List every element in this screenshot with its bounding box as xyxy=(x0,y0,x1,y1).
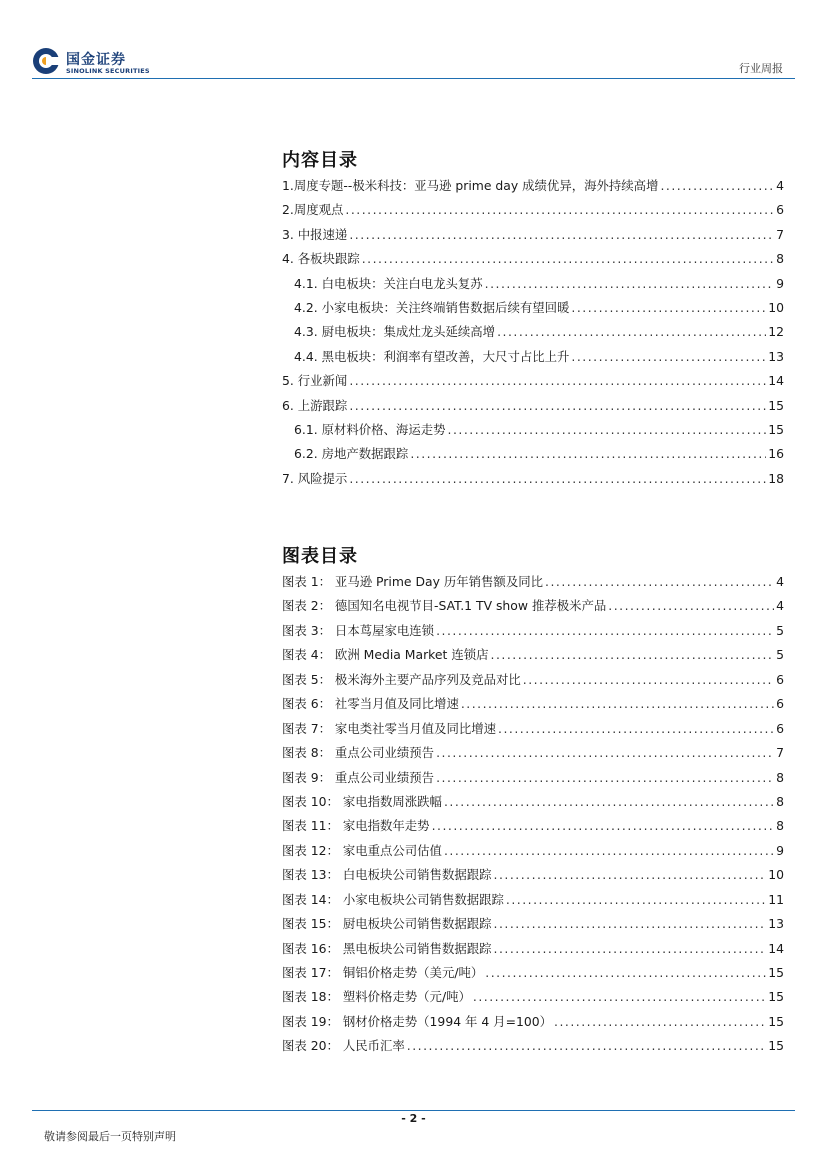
logo-text-cn: 国金证券 xyxy=(66,52,126,68)
toc-entry[interactable] xyxy=(282,396,784,420)
toc-leader-dots xyxy=(545,574,774,589)
toc-leader-dots xyxy=(345,202,774,217)
toc-leader-dots xyxy=(494,867,767,882)
toc-entry-label: 图表 9： 重点公司业绩预告 xyxy=(282,769,435,785)
toc-leader-dots xyxy=(444,843,774,858)
toc-entry-page: 15 xyxy=(768,989,784,1005)
toc-entry[interactable] xyxy=(282,816,784,840)
toc-entry[interactable] xyxy=(282,225,784,249)
toc-entry-page: 7 xyxy=(776,745,784,761)
toc-entry-label: 3. 中报速递 xyxy=(282,226,348,242)
toc-leader-dots xyxy=(523,672,774,687)
toc-entry-label: 图表 4： 欧洲 Media Market 连锁店 xyxy=(282,647,489,663)
contents-title: 内容目录 xyxy=(282,150,358,171)
toc-entry-label: 图表 15： 厨电板块公司销售数据跟踪 xyxy=(282,916,492,932)
toc-entry-label: 4.1. 白电板块：关注白电龙头复苏 xyxy=(294,275,483,291)
toc-entry[interactable] xyxy=(282,987,784,1011)
toc-entry-label: 图表 7： 家电类社零当月值及同比增速 xyxy=(282,720,497,736)
toc-entry-page: 4 xyxy=(776,598,784,614)
toc-entry-label: 图表 20： 人民币汇率 xyxy=(282,1038,405,1054)
toc-entry[interactable] xyxy=(282,371,784,395)
toc-entry[interactable] xyxy=(282,274,784,298)
toc-entry-label: 图表 11： 家电指数年走势 xyxy=(282,818,430,834)
toc-entry-page: 13 xyxy=(768,916,784,932)
toc-leader-dots xyxy=(485,965,766,980)
toc-entry-label: 图表 17： 铜铝价格走势（美元/吨） xyxy=(282,965,484,980)
toc-entry[interactable] xyxy=(282,249,784,273)
toc-leader-dots xyxy=(444,794,774,809)
toc-leader-dots xyxy=(554,1014,766,1029)
toc-leader-dots xyxy=(432,818,775,833)
toc-entry-page: 15 xyxy=(768,965,784,980)
toc-entry-page: 15 xyxy=(768,421,784,437)
toc-entry-page: 6 xyxy=(776,696,784,712)
toc-entry-label: 图表 12： 家电重点公司估值 xyxy=(282,842,442,858)
toc-leader-dots xyxy=(498,721,774,736)
toc-entry-page: 8 xyxy=(776,793,784,809)
toc-entry[interactable] xyxy=(282,792,784,816)
toc-entry-label: 图表 16： 黑电板块公司销售数据跟踪 xyxy=(282,940,492,956)
toc-leader-dots xyxy=(407,1038,766,1053)
toc-entry-page: 5 xyxy=(776,622,784,638)
toc-entry-page: 14 xyxy=(768,940,784,956)
toc-entry[interactable] xyxy=(282,444,784,468)
toc-entry[interactable] xyxy=(282,469,784,493)
toc-entry[interactable] xyxy=(282,200,784,224)
toc-entry-label: 图表 13： 白电板块公司销售数据跟踪 xyxy=(282,867,492,883)
toc-entry[interactable] xyxy=(282,670,784,694)
toc-entry-label: 图表 1： 亚马逊 Prime Day 历年销售额及同比 xyxy=(282,574,543,589)
toc-entry-page: 15 xyxy=(768,397,784,413)
toc-leader-dots xyxy=(448,422,767,437)
toc-entry-label: 6. 上游跟踪 xyxy=(282,397,348,413)
sinolink-logo-icon xyxy=(32,47,60,75)
toc-leader-dots xyxy=(349,373,766,388)
toc-entry-label: 6.1. 原材料价格、海运走势 xyxy=(294,421,446,437)
toc-entry-page: 6 xyxy=(776,671,784,687)
toc-entry-label: 图表 18： 塑料价格走势（元/吨） xyxy=(282,989,471,1005)
toc-entry[interactable] xyxy=(282,420,784,444)
toc-entry-page: 12 xyxy=(768,324,784,340)
figures-list xyxy=(282,572,784,1061)
toc-leader-dots xyxy=(571,349,766,364)
toc-entry[interactable] xyxy=(282,1036,784,1060)
toc-entry-label: 1.周度专题--极米科技：亚马逊 prime day 成绩优异，海外持续高增 xyxy=(282,178,659,193)
toc-entry-page: 10 xyxy=(768,299,784,315)
toc-leader-dots xyxy=(497,324,766,339)
toc-entry-page: 8 xyxy=(776,251,784,267)
disclaimer: 敬请参阅最后一页特别声明 xyxy=(44,1130,176,1143)
toc-leader-dots xyxy=(494,916,767,931)
toc-entry[interactable] xyxy=(282,322,784,346)
page-header xyxy=(32,44,795,80)
toc-entry[interactable] xyxy=(282,572,784,596)
toc-entry-label: 6.2. 房地产数据跟踪 xyxy=(294,446,409,462)
page-number: - 2 - xyxy=(401,1112,426,1125)
toc-entry[interactable] xyxy=(282,621,784,645)
toc-entry-label: 图表 3： 日本茑屋家电连锁 xyxy=(282,622,435,638)
toc-leader-dots xyxy=(436,745,774,760)
toc-entry-label: 图表 5： 极米海外主要产品序列及竞品对比 xyxy=(282,671,521,687)
toc-leader-dots xyxy=(461,696,774,711)
toc-entry-label: 4.2. 小家电板块：关注终端销售数据后续有望回暖 xyxy=(294,299,570,315)
toc-entry[interactable] xyxy=(282,298,784,322)
toc-entry-page: 9 xyxy=(776,842,784,858)
logo-text-en: SINOLINK SECURITIES xyxy=(66,67,150,75)
toc-entry[interactable] xyxy=(282,645,784,669)
toc-entry[interactable] xyxy=(282,176,784,200)
toc-entry-page: 8 xyxy=(776,818,784,834)
toc-leader-dots xyxy=(349,227,774,242)
toc-entry[interactable] xyxy=(282,939,784,963)
toc-entry-label: 图表 19： 钢材价格走势（1994 年 4 月=100） xyxy=(282,1013,552,1029)
toc-entry-page: 16 xyxy=(768,446,784,462)
toc-entry-page: 6 xyxy=(776,202,784,218)
toc-entry[interactable] xyxy=(282,768,784,792)
header-divider xyxy=(32,78,795,79)
toc-leader-dots xyxy=(349,471,766,486)
toc-entry[interactable] xyxy=(282,719,784,743)
toc-entry[interactable] xyxy=(282,1012,784,1036)
toc-leader-dots xyxy=(473,989,766,1004)
toc-entry-label: 4. 各板块跟踪 xyxy=(282,251,360,267)
toc-entry-label: 图表 2： 德国知名电视节目-SAT.1 TV show 推荐极米产品 xyxy=(282,598,607,614)
toc-entry-page: 15 xyxy=(768,1013,784,1029)
toc-leader-dots xyxy=(660,178,774,193)
toc-entry-page: 9 xyxy=(776,275,784,291)
toc-leader-dots xyxy=(436,770,774,785)
toc-entry-page: 14 xyxy=(768,373,784,389)
toc-entry-label: 5. 行业新闻 xyxy=(282,373,348,389)
toc-entry-label: 4.3. 厨电板块：集成灶龙头延续高增 xyxy=(294,324,496,340)
toc-leader-dots xyxy=(571,300,766,315)
toc-leader-dots xyxy=(491,647,775,662)
contents-list xyxy=(282,176,784,493)
toc-leader-dots xyxy=(494,941,767,956)
report-type: 行业周报 xyxy=(739,62,783,75)
toc-entry-label: 图表 14： 小家电板块公司销售数据跟踪 xyxy=(282,891,504,907)
toc-entry[interactable] xyxy=(282,963,784,987)
toc-entry[interactable] xyxy=(282,743,784,767)
toc-entry-label: 4.4. 黑电板块：利润率有望改善，大尺寸占比上升 xyxy=(294,348,570,364)
toc-entry[interactable] xyxy=(282,841,784,865)
toc-entry-page: 18 xyxy=(768,470,784,486)
toc-entry-page: 10 xyxy=(768,867,784,883)
toc-entry-label: 图表 8： 重点公司业绩预告 xyxy=(282,745,435,761)
toc-entry-page: 8 xyxy=(776,769,784,785)
toc-entry[interactable] xyxy=(282,596,784,620)
toc-leader-dots xyxy=(436,623,774,638)
toc-entry-page: 13 xyxy=(768,348,784,364)
toc-entry[interactable] xyxy=(282,890,784,914)
toc-leader-dots xyxy=(349,398,766,413)
toc-leader-dots xyxy=(410,446,766,461)
toc-leader-dots xyxy=(485,276,774,291)
toc-entry-page: 6 xyxy=(776,720,784,736)
toc-leader-dots xyxy=(362,251,774,266)
toc-entry-page: 4 xyxy=(776,178,784,193)
toc-entry[interactable] xyxy=(282,914,784,938)
toc-entry-page: 15 xyxy=(768,1038,784,1054)
toc-entry[interactable] xyxy=(282,694,784,718)
toc-entry-page: 7 xyxy=(776,226,784,242)
toc-entry-label: 图表 6： 社零当月值及同比增速 xyxy=(282,696,459,712)
figures-title: 图表目录 xyxy=(282,546,358,567)
toc-leader-dots xyxy=(608,598,774,613)
toc-entry-label: 7. 风险提示 xyxy=(282,470,348,486)
toc-entry-label: 图表 10： 家电指数周涨跌幅 xyxy=(282,793,442,809)
toc-leader-dots xyxy=(506,892,766,907)
toc-entry[interactable] xyxy=(282,347,784,371)
toc-entry-label: 2.周度观点 xyxy=(282,202,344,218)
footer-divider xyxy=(32,1110,795,1111)
toc-entry[interactable] xyxy=(282,865,784,889)
toc-entry-page: 4 xyxy=(776,574,784,589)
toc-entry-page: 11 xyxy=(768,891,784,907)
toc-entry-page: 5 xyxy=(776,647,784,663)
